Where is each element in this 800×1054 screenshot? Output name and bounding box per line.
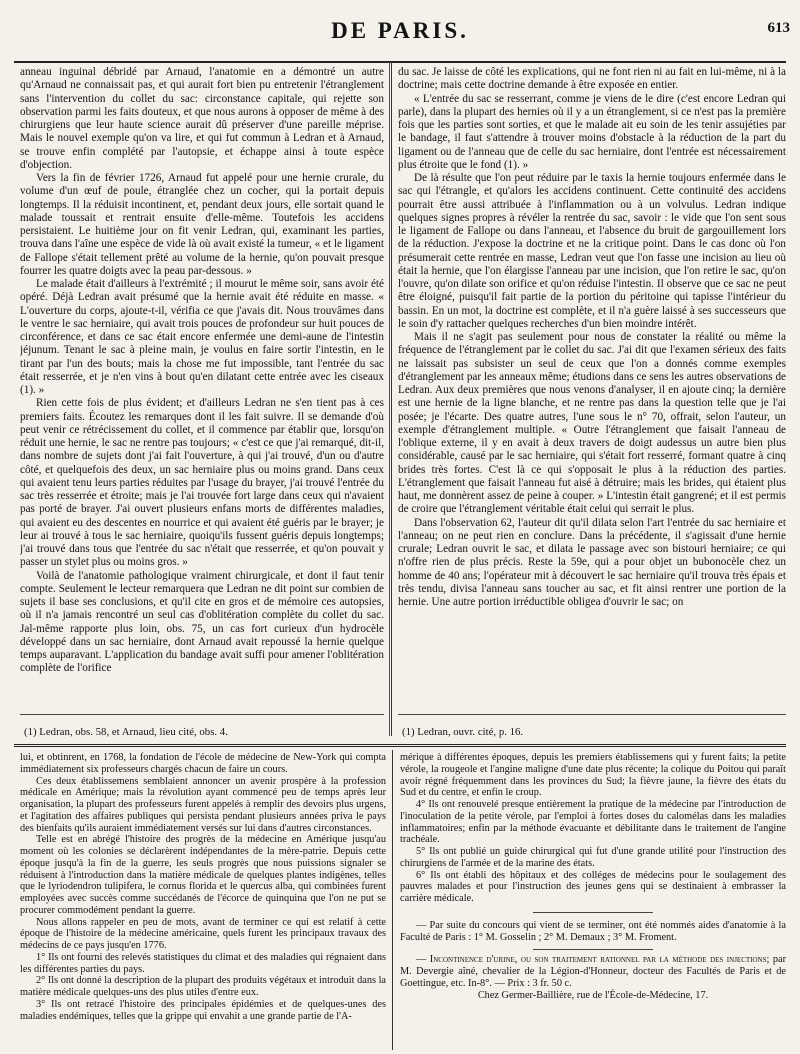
- upper-left-column: [20, 66, 384, 710]
- lower-column-divider: [392, 750, 393, 1050]
- footnote-rule-right: [398, 714, 786, 715]
- footnote-left: (1) Ledran, obs. 58, et Arnaud, lieu cité, obs. 4.: [24, 726, 228, 738]
- paragraph: Ces deux établissemens semblaient annoncer un avenir prospère à la profession médicale en Amérique; mais la révolution ayant commencé peu de temps après leur organisation, la plupart des professeurs furent appelés à remplir des devoirs plus urgens, et l'agitation des affaires publiques qui persista pendant plusieurs années priva le pays des bienfaits qu'ils auraient immédiatement versés sur lui dans d'autres circonstances.: [20, 775, 386, 834]
- page-header: [0, 0, 800, 50]
- footnote-right: (1) Ledran, ouvr. cité, p. 16.: [402, 726, 524, 738]
- paragraph: 3° Ils ont retracé l'histoire des principales épidémies et de quelques-unes des maladies endémiques, telles que la grippe qui envahit a une grande partie de l'A-: [20, 998, 386, 1022]
- footnote-rule-left: [20, 714, 384, 715]
- newspaper-title: DE PARIS.: [331, 18, 469, 43]
- book-announcement: [400, 954, 786, 1001]
- paragraph: anneau inguinal débridé par Arnaud, l'anatomie en a démontré un autre qu'Arnaud ne connaissait pas, et qui aurait fort bien pu entretenir l'étranglement sans l'intervention du collet du sac: circonstance capitale, qui rejette son observation parmi les faits douteux, et que nous aurons à opposer de même à des chirurgiens que leur haute science aurait dû préserver d'une pareille méprise. Mais le nouvel exemple qu'on va lire, et qui fut commun à Ledran et à Arnaud, se trouve enfin complété par l'autopsie, et échappe ainsi à toute espèce d'objection.: [20, 66, 384, 171]
- paragraph: Telle est en abrégé l'histoire des progrès de la médecine en Amérique jusqu'au moment où les colonies se déclarèrent indépendantes de la mère-patrie. Depuis cette époque jusqu'à la fin de la guerre, les seuls progrès que nous puissions signaler se réduisent à l'introduction dans la matière médicale de quelques plantes indigènes, telles que le lyriodendron tulipifera, le cornus florida et le quercus alba, qui combinées furent employées avec succès comme succédanés de l'écorce de quinquina que l'on ne put se procurer commodément pendant la guerre.: [20, 834, 386, 916]
- header-rule: [14, 61, 786, 63]
- paragraph: du sac. Je laisse de côté les explications, qui ne font rien ni au fait en lui-même, ni à la doctrine; mais cette doctrine demande à être exposée en entier.: [398, 66, 786, 92]
- announcement-title: — Incontinence d'urine, ou son traitement rationnel par la méthode des injections;: [416, 954, 770, 966]
- paragraph: mérique à différentes époques, depuis les premiers établissemens qui y furent faits; la petite vérole, la rougeole et l'angine maligne d'une date plus récente; la colique du Poitou qui paraît avoir régné fréquemment dans les provinces du Sud; la fièvre jaune, la fièvre des états du Sud et du centre, et enfin le croup.: [400, 752, 786, 799]
- short-rule: [533, 949, 653, 950]
- paragraph: De là résulte que l'on peut réduire par le taxis la hernie toujours enfermée dans le sac qui l'étrangle, et qu'alors les accidens continuent. Cette continuité des accidens pourrait être aussi attribuée à l'inflammation ou à un volvulus. Ledran indique quelques signes propres à révéler la rentrée du sac, savoir : le vide que l'on sent sous le ligament de Fallope ou dans l'anneau, et l'absence du bruit de gargouillement lors de la réduction. J'expose la doctrine et ne la critique point. Dans le cas donc où l'on présumerait cette rentrée en masse, Ledran veut que l'on fasse une incision au lieu où était la hernie, que l'on élargisse l'anneau par une incision, que l'on retire le sac, qu'on l'ouvre, qu'on dilate son orifice et qu'on réduise l'intestin. Il observe que ce sac ne peut être éloigné, puisqu'il fait partie de la portion du péritoine qui tapisse l'intérieur du bassin. En un mot, la doctrine est complète, et il n'a guère laissé à ses successeurs que le soin d'y rattacher quelques recherches d'un bien moindre intérêt.: [398, 172, 786, 330]
- paragraph: 5° Ils ont publié un guide chirurgical qui fut d'une grande utilité pour l'instruction des chirurgiens de l'armée et de la marine des états.: [400, 846, 786, 869]
- paragraph: Vers la fin de février 1726, Arnaud fut appelé pour une hernie crurale, du volume d'un œuf de poule, étranglée chez un cocher, qui la portait depuis longtemps. Il la réduisit incontinent, et, pendant deux jours, elle sortait quand le malade toussait et rentrait ensuite d'elle-même. Toutefois les accidens persistaient. Le huitième jour on fit venir Ledran, qui, examinant les parties, trouva dans l'aîne une espèce de vide là où avait existé la tumeur, « et le ligament de Fallope s'était tellement prêté au volume de la hernie, qu'on pouvait presque fourrer les quatre doigts avec la peau par-dessous. »: [20, 172, 384, 277]
- paragraph: Le malade était d'ailleurs à l'extrémité ; il mourut le même soir, sans avoir été opéré. Déjà Ledran avait présumé que la hernie avait été réduite en masse. « L'ouverture du corps, ajoute-t-il, vérifia ce que j'avais dit. Nous trouvâmes dans le ventre le sac herniaire, qui avait trois pouces de profondeur sur huit pouces de circonférence, et dans ce sac était encore enfermée une demi-aune de l'intestin jéjunum. Tenant le sac à pleine main, je voulus en faire sortir l'intestin, en le tirant par l'un des bouts; mais la chose me fut impossible, tant l'entrée du sac était resserrée, et je n'en vins à bout qu'en dilatant cette entrée avec les ciseaux (1). »: [20, 278, 384, 396]
- column-divider: [391, 62, 392, 736]
- paragraph: 2° Ils ont donné la description de la plupart des produits végétaux et introduit dans la matière médicale quelques-uns des plus utiles d'entre eux.: [20, 975, 386, 998]
- section-separator: [14, 744, 786, 747]
- page-number: 613: [767, 20, 790, 36]
- lower-right-column: [400, 752, 786, 1052]
- paragraph: « L'entrée du sac se resserrant, comme je viens de le dire (c'est encore Ledran qui parle), dans la plupart des hernies où il y a un étranglement, si ce n'est pas la première fois que les parties sont sorties, et que le malade ait eu soin de les tenir assujéties par le bandage, il faut s'attendre à trouver moins d'obstacle à la réduction de la part du ligament ou de l'anneau que de celle du sac herniaire, dont l'entrée est nécessairement plus étroite que le fond (1). »: [398, 92, 786, 171]
- short-rule: [533, 912, 653, 913]
- concours-notice: — Par suite du concours qui vient de se terminer, ont été nommés aides d'anatomie à la Faculté de Paris : 1° M. Gosselin ; 2° M. Demaux ; 3° M. Froment.: [400, 919, 786, 943]
- paragraph: Mais il ne s'agit pas seulement pour nous de constater la réalité ou même la fréquence de l'étranglement par le collet du sac. J'ai dit que l'examen sérieux des faits ne laissait pas subsister un seul de ceux que l'on a donnés comme exemples d'étranglement par les anneaux même; étudions dans ce sens les autres observations de Ledran. Aux deux premières que nous venons d'analyser, il en ajoute cinq; la dernière est une hernie de la ligne blanche, et ne rentre pas dans la question telle que je l'ai posée; je l'écarte. Des quatre autres, l'une sous le n° 70, offrait, selon l'auteur, un exemple d'étranglement multiple. « Outre l'étranglement que faisait l'anneau de l'oblique externe, il y en avait à deux travers de doigt audessus un autre bien plus considérable, causé par le sac herniaire, qui s'était fort resserré, formant quatre à cinq brides très fortes. C'est là ce qui s'opposait le plus à la réduction des parties. L'étranglement que faisait l'anneau fut aisé à détruire; mais les brides, qui étaient plus haut, me donnèrent assez de peine à couper. » L'intestin était gangrené; et il est permis de croire que l'étranglement véritable était celui qui serrait le plus.: [398, 331, 786, 516]
- paragraph: Nous allons rappeler en peu de mots, avant de terminer ce qui est relatif à cette époque de l'histoire de la médecine américaine, quels furent les principaux travaux des médecins de ce pays jusqu'en 1776.: [20, 916, 386, 951]
- publisher-line: Chez Germer-Baillière, rue de l'École-de-Médecine, 17.: [477, 989, 709, 1001]
- lower-left-column: [20, 752, 386, 1052]
- column-divider-inner: [389, 62, 390, 736]
- paragraph: lui, et obtinrent, en 1768, la fondation de l'école de médecine de New-York qui compta immédiatement six professeurs chargés chacun de faire un cours.: [20, 752, 386, 775]
- upper-right-column: [398, 66, 786, 710]
- paragraph: Voilà de l'anatomie pathologique vraiment chirurgicale, et dont il faut tenir compte. Seulement le lecteur remarquera que Ledran ne dit point sur combien de sujets il base ses conclusions, et qu'il cite en gros et de mémoire ces autopsies, où il n'a jamais rencontré un seul cas d'oblitération complète du collet du sac. Jal-même rapporte plus loin, obs. 75, un cas fort curieux d'un hydrocèle développé dans un sac herniaire, dont Arnaud avait repoussé la hernie quelque temps auparavant. L'application du bandage avait suffi pour amener l'oblitération complète de l'orifice: [20, 569, 384, 675]
- paragraph: Dans l'observation 62, l'auteur dit qu'il dilata selon l'art l'entrée du sac herniaire et l'anneau; on ne peut rien en conclure. Dans la précédente, il s'agissait d'une hernie crurale; Ledran ouvrit le sac, et dilata le passage avec son bistouri herniaire; ce qui n'offre rien de plus précis. Reste la 59e, qui a pour objet un bubonocèle chez un homme de 40 ans; l'opérateur mit à découvert le sac herniaire qu'il trouva très épais et très tendu, divisa l'anneau sans toucher au sac, et fit ainsi rentrer une portion de la hernie. Une autre portion irréductible obligea d'ouvrir le sac; on: [398, 516, 786, 608]
- paragraph: 1° Ils ont fourni des relevés statistiques du climat et des maladies qui régnaient dans les différentes parties du pays.: [20, 951, 386, 975]
- paragraph: 4° Ils ont renouvelé presque entièrement la pratique de la médecine par l'introduction de l'inoculation de la petite vérole, par l'emploi à fortes doses du calomélas dans les maladies inflammatoires; enfin par la méthode évacuante et débilitante dans le traitement de l'angine trachéale.: [400, 799, 786, 846]
- paragraph: Rien cette fois de plus évident; et d'ailleurs Ledran ne s'en tient pas à ces premiers faits. Écoutez les remarques dont il les fait suivre. Il se demande d'où peut venir ce rétrécissement du collet, et il commence par établir que, lorsqu'on réduit une hernie, le sac ne rentre pas toujours; « c'est ce que j'ai remarqué, dit-il, dans nombre de sujets dont j'ai fait l'ouverture, à qui j'ai trouvé, d'un ou d'autre côté, et quelquefois des deux, un sac herniaire plus ou moins grand. Dans ceux qui avaient tenu leurs parties réduites par l'usage du brayer, j'ai trouvé l'entrée du sac très resserrée et étroite; mais je l'ai trouvée fort large dans ceux qui n'avaient pas porté de brayer. J'ai ouvert plusieurs enfans morts de différentes maladies, qui avaient eu des descentes en nourrice et qui avaient été guéris par le brayer; je leur ai trouvé à tous le sac herniaire, quoiqu'ils fussent guéris depuis longtemps; j'ai trouvé dans tous que l'entrée du sac n'était que resserrée, et qu'on pouvait y passer un stylet plus ou moins gros. »: [20, 397, 384, 569]
- announcement-body: par M. Devergie aîné, chevalier de la Légion-d'Honneur, docteur des Facultés de Paris et de Goettingue, etc. In-8°. — Prix : 3 fr. 50 c.: [400, 954, 786, 989]
- paragraph: 6° Ils ont établi des hôpitaux et des colléges de médecins pour le soulagement des pauvres malades et pour l'instruction des jeunes gens qui se destinaient à embrasser la carrière médicale.: [400, 869, 786, 904]
